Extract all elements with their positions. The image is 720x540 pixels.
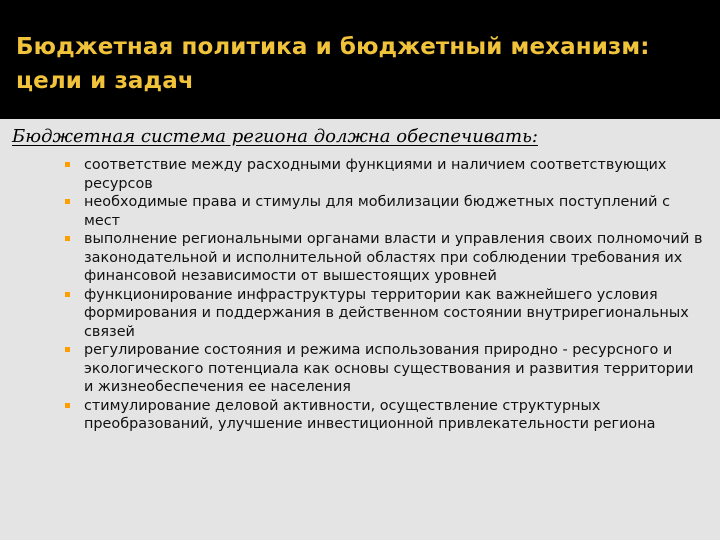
bullet-list: [65, 156, 705, 434]
bullet-text: выполнение региональными органами власти и управления своих полномочий в законодательной и исполнительной областях при соблюдении требования их финансовой независимости от вышестоящих уровней: [84, 231, 703, 284]
title-bar: [0, 0, 720, 118]
bullet-text: стимулирование деловой активности, осуществление структурных преобразований, улучшение инвестиционной привлекательности региона: [84, 397, 656, 432]
bullet-item: [65, 341, 705, 397]
slide-title: Бюджетная политика и бюджетный механизм: цели и задач: [16, 34, 650, 94]
bullet-item: [65, 397, 705, 434]
slide-content: [0, 119, 720, 540]
bullet-text: функционирование инфраструктуры территории как важнейшего условия формирования и поддержания в действенном состоянии внутрирегиональных связей: [84, 286, 689, 340]
bullet-item: [65, 286, 705, 342]
bullet-item: [65, 193, 705, 230]
square-bullet-icon: [65, 236, 70, 241]
square-bullet-icon: [65, 403, 70, 408]
bullet-text: регулирование состояния и режима использования природно - ресурсного и экологического потенциала как основы существования и развития территории и жизнеобеспечения ее населения: [84, 342, 694, 395]
bullet-item: [65, 156, 705, 193]
square-bullet-icon: [65, 292, 70, 297]
lead-statement: Бюджетная система региона должна обеспечивать:: [12, 126, 538, 147]
square-bullet-icon: [65, 199, 70, 204]
bullet-item: [65, 230, 705, 286]
square-bullet-icon: [65, 347, 70, 352]
bullet-text: соответствие между расходными функциями и наличием соответствующих ресурсов: [84, 157, 667, 192]
square-bullet-icon: [65, 162, 70, 167]
bullet-text: необходимые права и стимулы для мобилизации бюджетных поступлений с мест: [84, 194, 670, 229]
